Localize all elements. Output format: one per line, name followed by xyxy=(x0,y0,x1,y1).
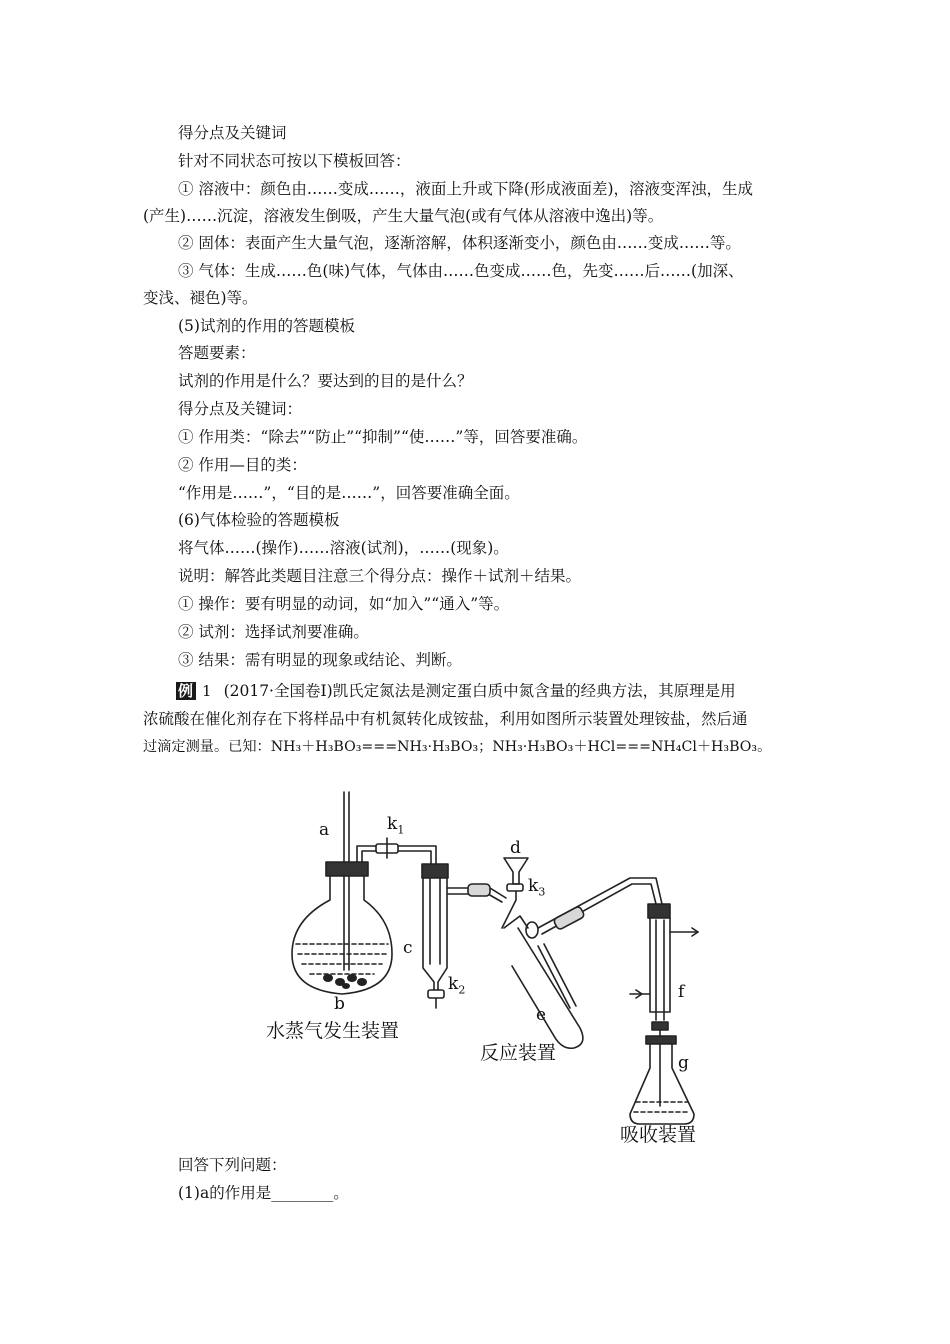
condenser-stopper xyxy=(648,904,670,918)
example-header xyxy=(176,681,736,701)
label-a: a xyxy=(319,820,330,840)
text-line: 说明：解答此类题目注意三个得分点：操作＋试剂＋结果。 xyxy=(178,567,582,585)
text-line: 得分点及关键词 xyxy=(178,124,287,142)
example-text: 过滴定测量。已知：NH₃＋H₃BO₃===NH₃·H₃BO₃；NH₃·H₃BO₃＋HCl===NH₄Cl＋H₃BO₃。 xyxy=(143,739,772,755)
text-line: ① 溶液中：颜色由……变成……，液面上升或下降(形成液面差)，溶液变浑浊，生成 xyxy=(178,180,754,198)
text-line: 变浅、褪色)等。 xyxy=(143,289,258,307)
condenser-f xyxy=(650,918,670,1012)
funnel-d xyxy=(504,858,528,884)
reaction-tube-e xyxy=(512,928,583,1048)
example-text: 浓硫酸在催化剂存在下将样品中有机氮转化成铵盐，利用如图所示装置处理铵盐，然后通 xyxy=(143,710,748,728)
text-line: (产生)……沉淀，溶液发生倒吸，产生大量气泡(或有气体从溶液中逸出)等。 xyxy=(143,207,664,225)
label-e: e xyxy=(536,1005,547,1025)
text-line: 针对不同状态可按以下模板回答： xyxy=(178,152,411,170)
text-line: ① 作用类：“除去”“防止”“抑制”“使……”等，回答要准确。 xyxy=(178,428,588,446)
text-line: 答题要素： xyxy=(178,344,256,362)
text-line: ② 固体：表面产生大量气泡，逐渐溶解，体积逐渐变小，颜色由……变成……等。 xyxy=(178,234,741,252)
text-line: ③ 结果：需有明显的现象或结论、判断。 xyxy=(178,651,462,669)
label-k2: $k_2$ xyxy=(448,974,466,997)
column-c xyxy=(423,878,434,990)
example-badge: 例 xyxy=(176,682,196,700)
label-c: c xyxy=(403,938,413,958)
question-1: (1)a的作用是________。 xyxy=(178,1184,349,1202)
boiling-chips xyxy=(323,974,367,989)
text-line: 回答下列问题： xyxy=(178,1156,287,1174)
label-b: b xyxy=(334,994,345,1014)
text-line: 得分点及关键词： xyxy=(178,400,303,418)
text-line: ① 操作：要有明显的动词，如“加入”“通入”等。 xyxy=(178,595,510,613)
section-heading: (6)气体检验的答题模板 xyxy=(178,511,340,529)
section-heading: (5)试剂的作用的答题模板 xyxy=(178,317,355,335)
label-g: g xyxy=(678,1053,689,1073)
label-k3: $k_3$ xyxy=(528,876,546,899)
text-line: 将气体……(操作)……溶液(试剂)，……(现象)。 xyxy=(178,539,509,557)
label-f: f xyxy=(678,982,685,1002)
caption-reaction: 反应装置 xyxy=(480,1042,557,1064)
stopcock-k2 xyxy=(428,990,444,998)
example-number: 1 xyxy=(202,682,212,700)
example-text: (2017·全国卷Ⅰ)凯氏定氮法是测定蛋白质中氮含量的经典方法，其原理是用 xyxy=(223,682,736,700)
flask-stopper xyxy=(326,862,368,876)
text-line: ③ 气体：生成……色(味)气体，气体由……色变成……色，先变……后……(加深、 xyxy=(178,262,744,280)
text-line: ② 试剂：选择试剂要准确。 xyxy=(178,623,369,641)
label-k1: $k_1$ xyxy=(387,814,405,837)
apparatus-figure xyxy=(258,768,728,1148)
text-line: 试剂的作用是什么？要达到的目的是什么？ xyxy=(178,372,473,390)
caption-steam-generator: 水蒸气发生装置 xyxy=(266,1020,400,1042)
caption-absorption: 吸收装置 xyxy=(620,1124,697,1146)
label-d: d xyxy=(510,838,521,858)
steam-flask xyxy=(292,876,392,994)
text-line: ② 作用—目的类： xyxy=(178,456,307,474)
column-stopper xyxy=(422,864,448,878)
text-line: “作用是……”，“目的是……”，回答要准确全面。 xyxy=(178,484,520,502)
